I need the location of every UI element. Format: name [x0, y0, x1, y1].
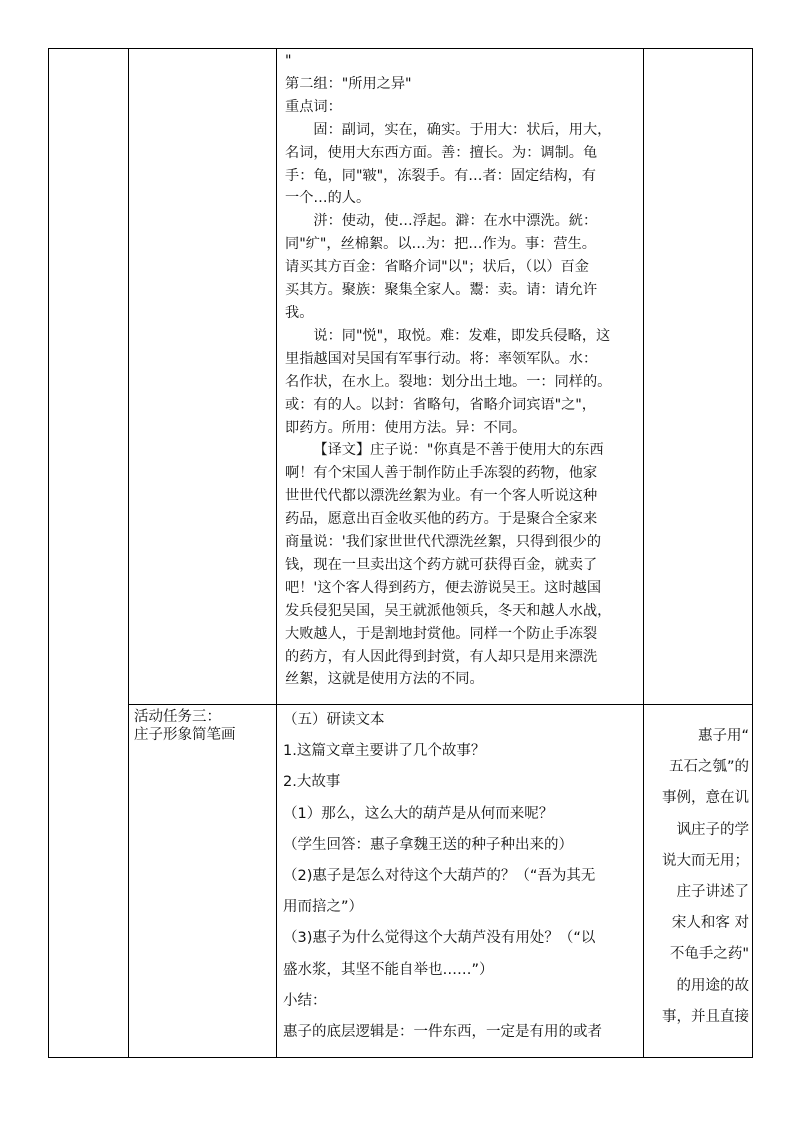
text-line: 或：有的人。以封：省略句，省略介词宾语"之"，: [285, 396, 596, 413]
group-heading: 第二组："所用之异": [285, 75, 412, 92]
table-border-left: [48, 48, 49, 1058]
text-line: 即药方。所用：使用方法。异：不同。: [285, 419, 527, 436]
question-line: 盛水浆，其坚不能自举也……”）: [283, 961, 494, 978]
translation-line: 丝絮，这就是使用方法的不同。: [285, 671, 484, 688]
column-divider-3: [643, 48, 644, 1058]
translation-line: 的药方，有人因此得到封赏，有人却只是用来漂洗: [285, 648, 598, 665]
activity-task-label: 活动任务三：: [134, 709, 221, 725]
activity-task-cell: [134, 708, 272, 744]
intent-line: 事，并且直接: [662, 1008, 749, 1025]
column-divider-1: [128, 48, 129, 1058]
intent-line: 事例，意在讥: [662, 790, 749, 807]
intent-line: 讽庄子的学: [676, 821, 749, 838]
summary-line: 惠子的底层逻辑是：一件东西，一定是有用的或者: [283, 1024, 602, 1041]
intent-line: 五石之瓠”的: [668, 759, 749, 776]
translation-line: 【译文】庄子说："你真是不善于使用大的东西: [313, 442, 604, 459]
translation-line: 药品，愿意出百金收买他的药方。于是聚合全家来: [285, 511, 598, 528]
translation-line: 商量说：'我们家世世代代漂洗丝絮，只得到很少的: [285, 534, 602, 551]
design-intent-cell: [647, 721, 749, 1033]
section-heading: （五）研读文本: [283, 712, 385, 728]
intent-line: 的用途的故: [676, 977, 749, 994]
text-line: 我。: [285, 304, 314, 321]
intent-line: 宋人和客 对: [671, 915, 749, 932]
intent-line: 说大而无用；: [662, 852, 749, 869]
translation-line: 啊！有个宋国人善于制作防止手冻裂的药物，他家: [285, 465, 598, 482]
text-line: 买其方。聚族：聚集全家人。鬻：卖。请：请允许: [285, 282, 598, 299]
text-line: 请买其方百金：省略介词"以"；状后，（以）百金: [285, 259, 589, 276]
text-line: 洴：使动，使…浮起。澼：在水中漂洗。絖：: [313, 213, 598, 230]
text-line: 名作状，在水上。裂地：划分出土地。一：同样的。: [285, 373, 612, 390]
text-line: 说：同"悦"，取悦。难：发难，即发兵侵略，这: [313, 327, 611, 344]
table-border-top: [48, 48, 753, 49]
question-line: （3)惠子为什么觉得这个大葫芦没有用处？（“以: [283, 930, 596, 947]
text-line: 名词，使用大东西方面。善：擅长。为：调制。龟: [285, 144, 598, 161]
text-line: 同"纩"，丝棉絮。以…为：把…作为。事：营生。: [285, 236, 596, 253]
question-line: 用而掊之”）: [283, 899, 364, 916]
activity-task-title: 庄子形象简笔画: [134, 727, 236, 743]
question-line: 1.这篇文章主要讲了几个故事？: [283, 743, 486, 760]
table-border-bottom: [48, 1057, 753, 1058]
question-line: （2)惠子是怎么对待这个大葫芦的？（“吾为其无: [283, 868, 596, 885]
translation-line: 发兵侵犯吴国，吴王就派他领兵，冬天和越人水战，: [285, 602, 612, 619]
text-line: 一个…的人。: [285, 190, 371, 207]
question-line: （学生回答：惠子拿魏王送的种子种出来的）: [283, 836, 573, 853]
upper-content-cell: [285, 50, 637, 691]
summary-label: 小结：: [283, 992, 327, 1009]
lower-content-cell: [283, 705, 639, 1048]
translation-line: 大败越人，于是割地封赏他。同样一个防止手冻裂: [285, 625, 598, 642]
text-line: 手：龟，同"皲"，冻裂手。有…者：固定结构，有: [285, 167, 596, 184]
text-line: 里指越国对吴国有军事行动。将：率领军队。水：: [285, 350, 598, 367]
column-divider-2: [276, 48, 277, 1058]
translation-line: 世世代代都以漂洗丝絮为业。有一个客人听说这种: [285, 488, 598, 505]
table-border-right: [752, 48, 753, 1058]
translation-line: 钱，现在一旦卖出这个药方就可获得百金，就卖了: [285, 556, 598, 573]
intent-line: 惠子用“: [697, 728, 749, 744]
quote-fragment: ": [285, 53, 292, 69]
question-line: （1）那么，这么大的葫芦是从何而来呢？: [283, 805, 554, 822]
key-words-heading: 重点词：: [285, 98, 342, 115]
question-line: 2.大故事: [283, 774, 341, 791]
intent-line: 庄子讲述了: [676, 884, 749, 901]
translation-line: 吧！'这个客人得到药方，便去游说吴王。这时越国: [285, 579, 602, 596]
intent-line: 不龟手之药": [669, 946, 749, 963]
text-line: 固：副词，实在，确实。于用大：状后，用大，: [313, 121, 612, 138]
